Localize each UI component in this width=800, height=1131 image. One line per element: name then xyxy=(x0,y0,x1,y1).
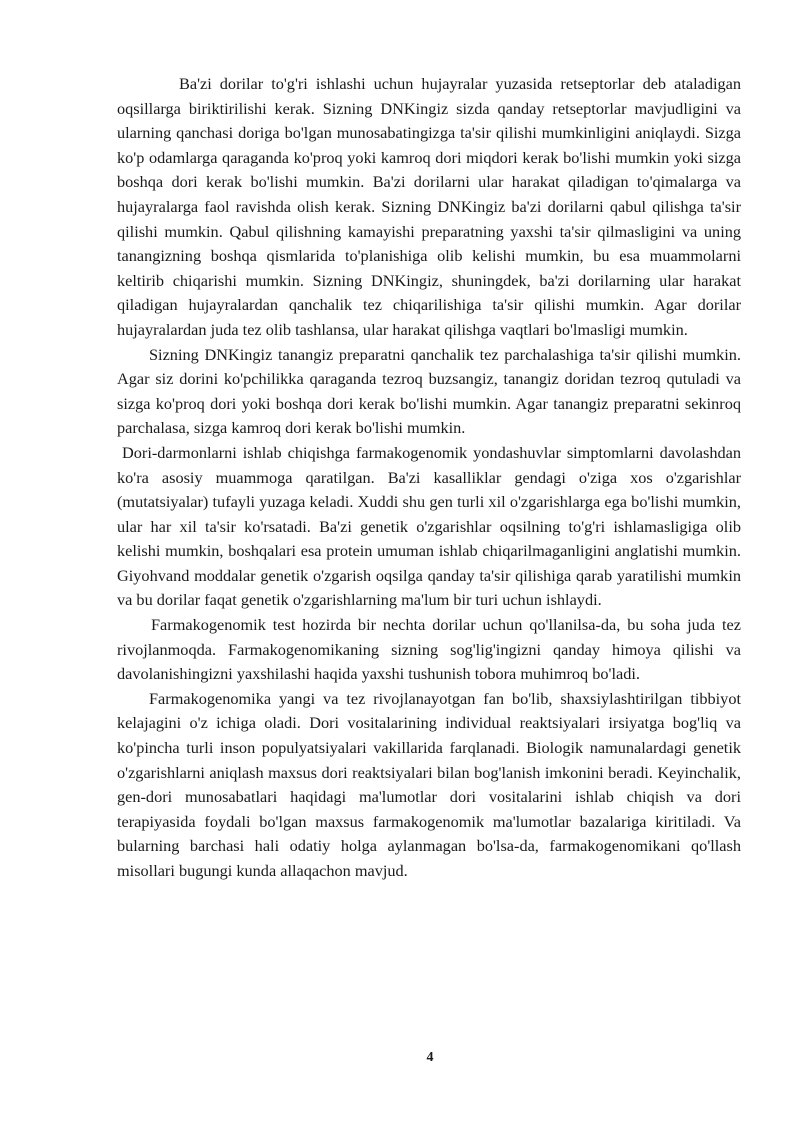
paragraph-pharmacogenomics: Farmakogenomika yangi va tez rivojlanayotgan fan bo'lib, shaxsiylashtirilgan tibbiyot kelajagini o'z ichiga oladi. Dori vositalarining individual reaktsiyalari irsiyatga bog'liq va ko'pincha turli inson populyatsiyalari vakillarida farqlanadi. Biologik namunalardagi genetik o'zgarishlarni aniqlash maxsus dori reaktsiyalari bilan bog'lanish imkonini beradi. Keyinchalik, gen-dori munosabatlari haqidagi ma'lumotlar dori vositalarini ishlab chiqish va dori terapiyasida foydali bo'lgan maxsus farmakogenomik ma'lumotlar bazalariga kiritiladi. Va bularning barchasi hali odatiy holga aylanmagan bo'lsa-da, farmakogenomikani qo'llash misollari bugungi kunda allaqachon mavjud. xyxy=(117,688,741,880)
paragraph-drug-development: Dori-darmonlarni ishlab chiqishga farmakogenomik yondashuvlar simptomlarni davolashdan ko'ra asosiy muammoga qaratilgan. Ba'zi kasalliklar gendagi o'ziga xos o'zgarishlar (mutatsiyalar) tufayli yuzaga keladi. Xuddi shu gen turli xil o'zgarishlarga ega bo'lishi mumkin, ular har xil ta'sir ko'rsatadi. Ba'zi genetik o'zgarishlar oqsilning to'g'ri ishlamasligiga olib kelishi mumkin, boshqalari esa protein umuman ishlab chiqarilmaganligini anglatishi mumkin. Giyohvand moddalar genetik o'zgarish oqsilga qanday ta'sir qilishiga qarab yaratilishi mumkin va bu dorilar faqat genetik o'zgarishlarning ma'lum bir turi uchun ishlaydi. xyxy=(117,442,741,610)
paragraph-metabolism: Sizning DNKingiz tanangiz preparatni qanchalik tez parchalashiga ta'sir qilishi mumkin. Agar siz dorini ko'pchilikka qaraganda tezroq buzsangiz, tanangiz doridan tezroq qutuladi va sizga ko'proq dori yoki boshqa dori kerak bo'lishi mumkin. Agar tanangiz preparatni sekinroq parchalasa, sizga kamroq dori kerak bo'lishi mumkin. xyxy=(117,344,741,438)
paragraph-receptors: Ba'zi dorilar to'g'ri ishlashi uchun hujayralar yuzasida retseptorlar deb ataladigan oqsillarga biriktirilishi kerak. Sizning DNKingiz sizda qanday retseptorlar mavjudligini va ularning qanchasi doriga bo'lgan munosabatingizga ta'sir qilishi mumkinligini aniqlaydi. Sizga ko'p odamlarga qaraganda ko'proq yoki kamroq dori miqdori kerak bo'lishi mumkin yoki sizga boshqa dori kerak bo'lishi mumkin. Ba'zi dorilarni ular harakat qiladigan to'qimalarga va hujayralarga faol ravishda olish kerak. Sizning DNKingiz ba'zi dorilarni qabul qilishga ta'sir qilishi mumkin. Qabul qilishning kamayishi preparatning yaxshi ta'sir qilmasligini va uning tanangizning boshqa qismlarida to'planishiga olib kelishi mumkin, bu esa muammolarni keltirib chiqarishi mumkin. Sizning DNKingiz, shuningdek, ba'zi dorilarning ular harakat qiladigan hujayralardan qanchalik tez chiqarilishiga ta'sir qilishi mumkin. Agar dorilar hujayralardan juda tez olib tashlansa, ular harakat qilishga vaqtlari bo'lmasligi mumkin. xyxy=(117,74,741,339)
page-number: 4 xyxy=(426,1050,434,1065)
document-body xyxy=(117,72,741,884)
paragraph-testing: Farmakogenomik test hozirda bir nechta dorilar uchun qo'llanilsa-da, bu soha juda tez rivojlanmoqda. Farmakogenomikaning sizning sog'lig'ingizni qanday himoya qilishi va davolanishingizni yaxshilashi haqida yaxshi tushunish tobora muhimroq bo'ladi. xyxy=(117,615,741,684)
